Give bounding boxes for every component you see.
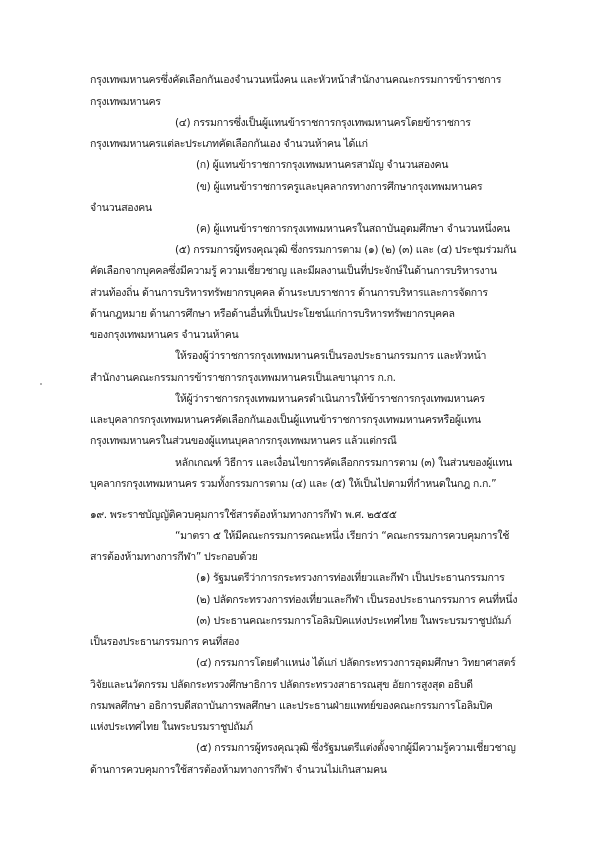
text-line: (๔) กรรมการโดยตำแหน่ง ได้แก่ ปลัดกระทรวงการอุดมศึกษา วิทยาศาสตร์	[196, 657, 516, 669]
text-line: ให้รองผู้ว่าราชการกรุงเทพมหานครเป็นรองประธานกรรมการ และหัวหน้า	[175, 350, 487, 362]
text-line: กรุงเทพมหานครซึ่งคัดเลือกกันเองจำนวนหนึ่งคน และหัวหน้าสำนักงานคณะกรรมการข้าราชการ	[90, 74, 502, 86]
text-line: (ก) ผู้แทนข้าราชการกรุงเทพมหานครสามัญ จำนวนสองคน	[196, 159, 449, 171]
text-line: (๔) กรรมการซึ่งเป็นผู้แทนข้าราชการกรุงเทพมหานครโดยข้าราชการ	[175, 117, 471, 129]
text-line: บุคลากรกรุงเทพมหานคร รวมทั้งกรรมการตาม (๔) และ (๕) ให้เป็นไปตามที่กำหนดในกฎ ก.ก.”	[90, 478, 497, 490]
text-line: กรุงเทพมหานครในส่วนของผู้แทนบุคลากรกรุงเทพมหานคร แล้วแต่กรณี	[90, 435, 397, 447]
text-line: กรุงเทพมหานครแต่ละประเภทคัดเลือกกันเอง จำนวนห้าคน ได้แก่	[90, 138, 368, 150]
text-line: สำนักงานคณะกรรมการข้าราชการกรุงเทพมหานครเป็นเลขานุการ ก.ก.	[90, 372, 396, 384]
text-line: ให้ผู้ว่าราชการกรุงเทพมหานครดำเนินการให้ข้าราชการกรุงเทพมหานคร	[175, 393, 485, 405]
text-line: คัดเลือกจากบุคคลซึ่งมีความรู้ ความเชี่ยวชาญ และมีผลงานเป็นที่ประจักษ์ในด้านการบริหารงาน	[90, 265, 497, 277]
text-line: ของกรุงเทพมหานคร จำนวนห้าคน	[90, 329, 239, 341]
text-line: สารต้องห้ามทางการกีฬา” ประกอบด้วย	[90, 551, 258, 563]
text-line: วิจัยและนวัตกรรม ปลัดกระทรวงศึกษาธิการ ปลัดกระทรวงสาธารณสุข อัยการสูงสุด อธิบดี	[90, 679, 473, 691]
text-line: กรุงเทพมหานคร	[90, 96, 161, 108]
scan-speck	[40, 383, 42, 385]
text-line: หลักเกณฑ์ วิธีการ และเงื่อนไขการคัดเลือกกรรมการตาม (๓) ในส่วนของผู้แทน	[175, 457, 512, 469]
text-line: แห่งประเทศไทย ในพระบรมราชูปถัมภ์	[90, 721, 253, 733]
text-line: ด้านการควบคุมการใช้สารต้องห้ามทางการกีฬา จำนวนไม่เกินสามคน	[90, 764, 387, 776]
text-line: กรมพลศึกษา อธิการบดีสถาบันการพลศึกษา และประธานฝ่ายแพทย์ของคณะกรรมการโอลิมปิค	[90, 700, 493, 712]
section-heading: ๑๙. พระราชบัญญัติควบคุมการใช้สารต้องห้ามทางการกีฬา พ.ศ. ๒๕๕๕	[90, 509, 397, 521]
text-line: (๕) กรรมการผู้ทรงคุณวุฒิ ซึ่งรัฐมนตรีแต่งตั้งจากผู้มีความรู้ความเชี่ยวชาญ	[196, 742, 516, 754]
text-line: จำนวนสองคน	[90, 202, 152, 214]
text-line: ส่วนท้องถิ่น ด้านการบริหารทรัพยากรบุคคล ด้านระบบราชการ ด้านการบริหารและการจัดการ	[90, 287, 488, 299]
text-line: (๕) กรรมการผู้ทรงคุณวุฒิ ซึ่งกรรมการตาม (๑) (๒) (๓) และ (๔) ประชุมร่วมกัน	[175, 244, 517, 256]
text-line: (ข) ผู้แทนข้าราชการครูและบุคลากรทางการศึกษากรุงเทพมหานคร	[196, 181, 483, 193]
text-line: (๑) รัฐมนตรีว่าการกระทรวงการท่องเที่ยวและกีฬา เป็นประธานกรรมการ	[196, 572, 505, 584]
text-line: (ค) ผู้แทนข้าราชการกรุงเทพมหานครในสถาบันอุดมศึกษา จำนวนหนึ่งคน	[196, 223, 510, 235]
text-line: และบุคลากรกรุงเทพมหานครคัดเลือกกันเองเป็นผู้แทนข้าราชการกรุงเทพมหานครหรือผู้แทน	[90, 414, 481, 426]
text-line: ด้านกฎหมาย ด้านการศึกษา หรือด้านอื่นที่เป็นประโยชน์แก่การบริหารทรัพยากรบุคคล	[90, 308, 455, 320]
text-line: (๒) ปลัดกระทรวงการท่องเที่ยวและกีฬา เป็นรองประธานกรรมการ คนที่หนึ่ง	[196, 594, 518, 606]
text-line: เป็นรองประธานกรรมการ คนที่สอง	[90, 636, 239, 648]
text-line: “มาตรา ๕ ให้มีคณะกรรมการคณะหนึ่ง เรียกว่า “คณะกรรมการควบคุมการใช้	[175, 530, 510, 542]
text-line: (๓) ประธานคณะกรรมการโอลิมปิคแห่งประเทศไทย ในพระบรมราชูปถัมภ์	[196, 615, 511, 627]
